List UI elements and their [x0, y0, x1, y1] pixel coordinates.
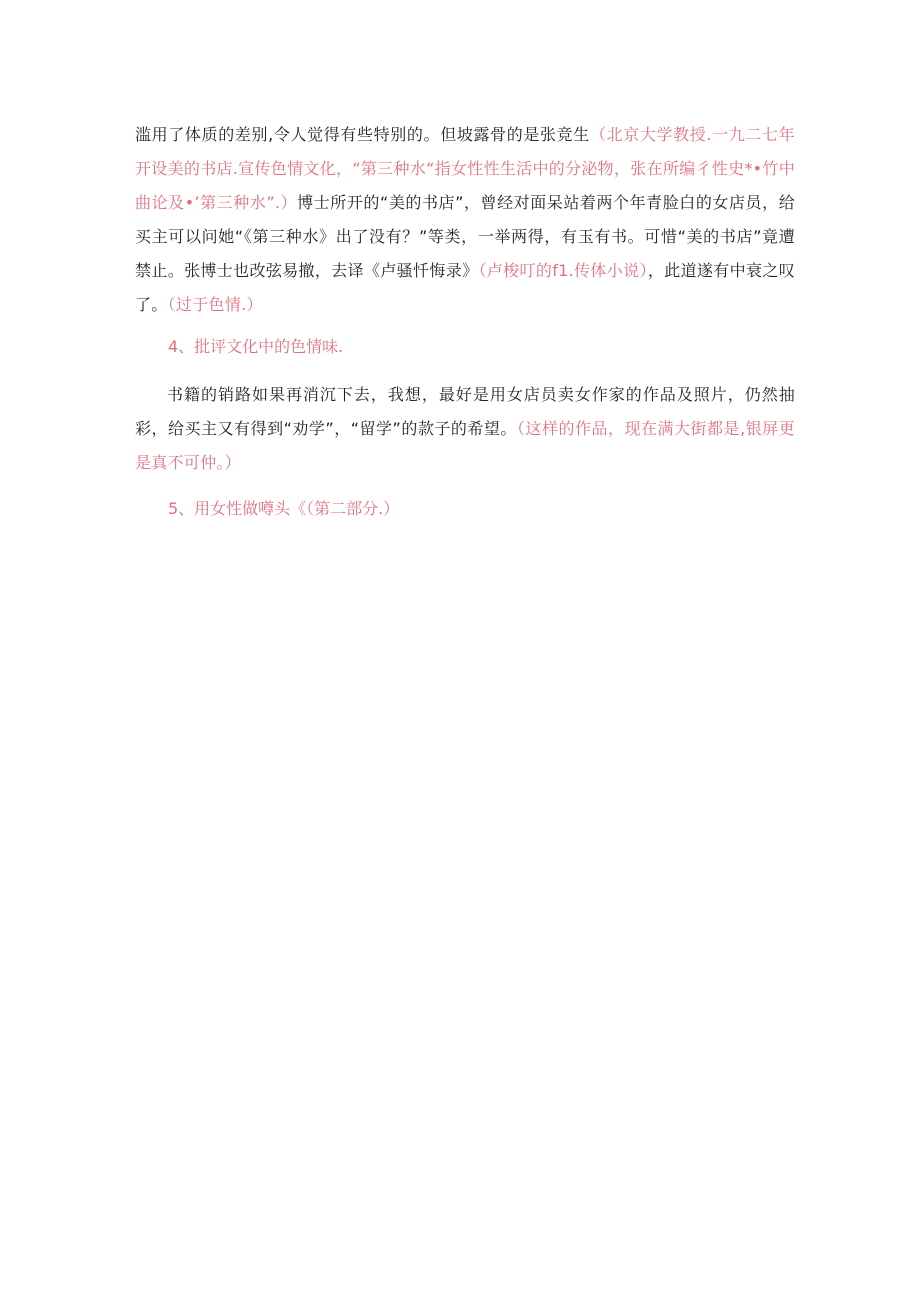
document-body — [135, 118, 795, 526]
annotation-such-works: （这样的作品，现在满大街都是,银屏更是真不可仲。） — [135, 419, 795, 472]
annotation-zhang-jingsheng: （北京大学教授.一九二七年开设美的书店.宣传色情文化，“第三种水“指女性性生活中的分泌物，张在所编彳性史*•竹中曲论及•’第三种水”.） — [135, 125, 796, 212]
spacer — [135, 322, 795, 330]
annotation-too-erotic: （过于色情.） — [167, 295, 263, 314]
paragraph-1 — [135, 118, 795, 322]
section-heading-5: 5、用女性做噂头《（第二部分.） — [168, 499, 400, 518]
paragraph-2-text-a: 书籍的销路如果再消沉下去，我想，最好是用女店员卖女作家的作品及照片，仍然抽彩，给买主又有得到“劝学”，“留学”的款子的希望。 — [135, 385, 795, 438]
paragraph-2 — [135, 378, 795, 480]
paragraph-1-text-a: 滥用了体质的差别,令人觉得有些特别的。但坡露骨的是张竞生 — [135, 125, 590, 144]
annotation-rousseau: （卢梭叮的f1.传体小说） — [478, 261, 648, 280]
section-heading-4: 4、批评文化中的色情味. — [168, 337, 344, 356]
spacer — [135, 364, 795, 378]
spacer — [135, 480, 795, 492]
paragraph-1-text-c: ，此道遂有中衰之叹了。 — [135, 261, 795, 314]
paragraph-1-text-b: 博士所开的“美的书店”，曾经对面呆站着两个年青脸白的女店员，给买主可以问她“《第三种水》出了没有？”等类，一举两得，有玉有书。可惜“美的书店”竟遭禁止。张博士也改弦易撤，去译《卢骚忏悔录》 — [135, 193, 795, 280]
